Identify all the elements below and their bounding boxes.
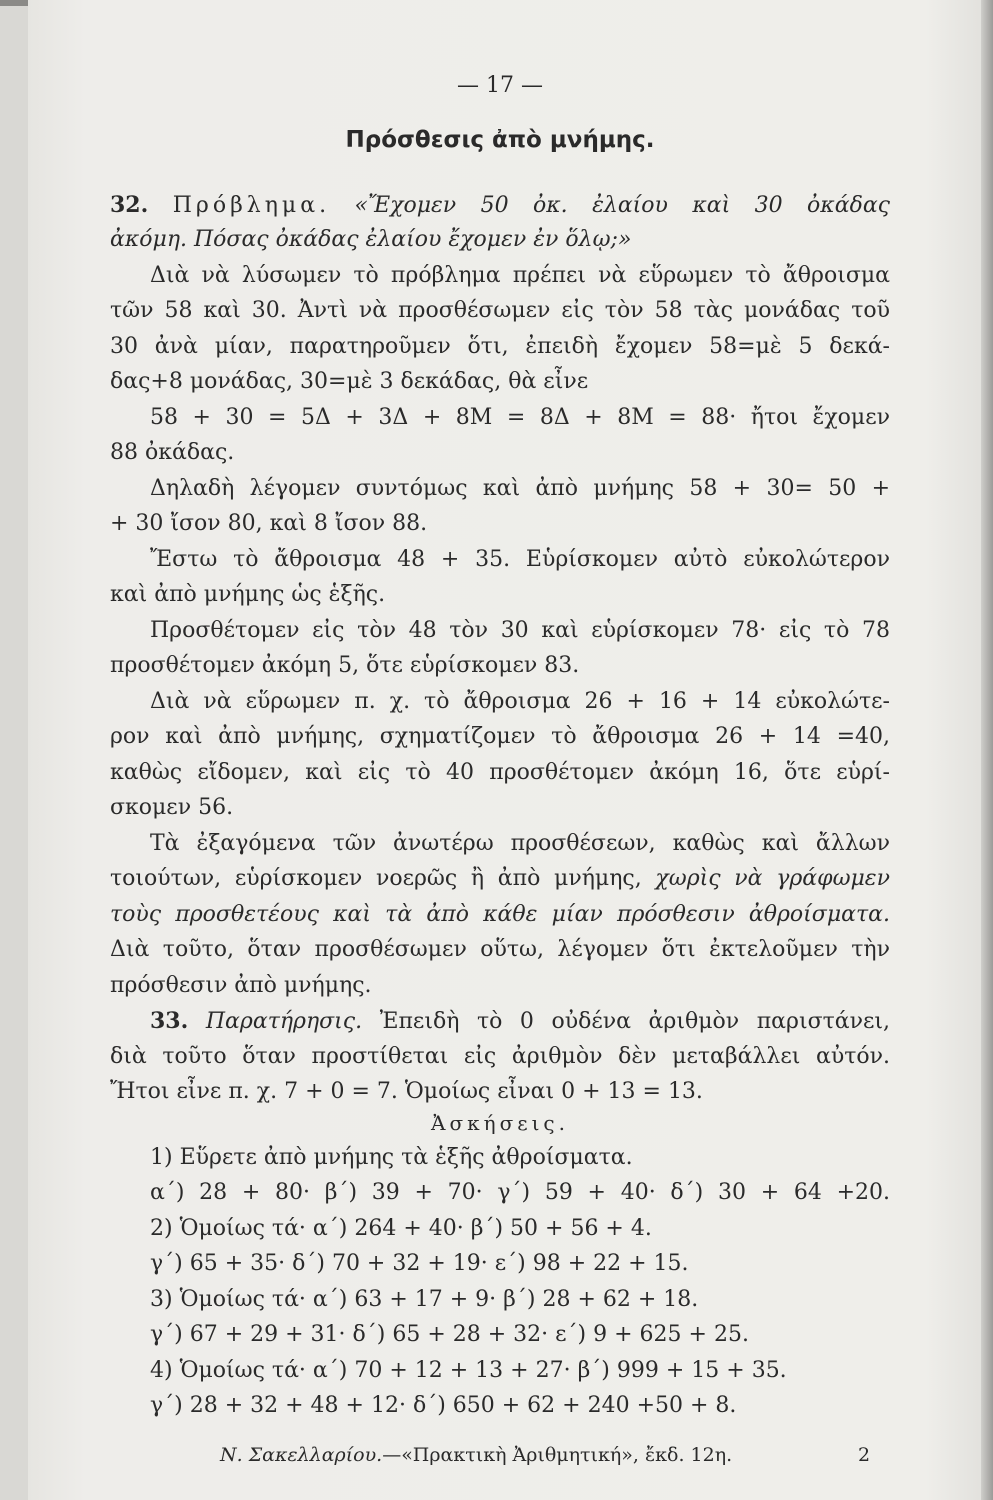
problem-32-line-11: Ἔστω τὸ ἄθροισμα 48 + 35. Εὑρίσκομεν αὐτὸ εὐκολώτερον: [150, 547, 890, 572]
line-20-italic: χωρὶς νὰ γράφωμεν: [655, 866, 890, 891]
problem-32-line-6: δας+8 μονάδας, 30=μὲ 3 δεκάδας, θὰ εἶνε: [110, 369, 589, 394]
exercise-line: γ΄) 65 + 35· δ΄) 70 + 32 + 19· ε΄) 98 + 22 + 15.: [150, 1251, 689, 1276]
exercises-title: Ἀσκήσεις.: [431, 1111, 569, 1135]
problem-32-line-12: καὶ ἀπὸ μνήμης ὡς ἑξῆς.: [110, 582, 386, 607]
problem-32-line-4: τῶν 58 καὶ 30. Ἀντὶ νὰ προσθέσωμεν εἰς τὸν 58 τὰς μονάδας τοῦ: [110, 298, 890, 323]
remark-label: Παρατήρησις.: [205, 1009, 363, 1034]
remark-33-line-3: Ἤτοι εἶνε π. χ. 7 + 0 = 7. Ὁμοίως εἶναι 0 + 13 = 13.: [110, 1079, 703, 1104]
book-page: [28, 0, 983, 1500]
section-number-32: 32.: [110, 192, 149, 218]
problem-32-line-8: 88 ὀκάδας.: [110, 440, 235, 465]
footer-author: Ν. Σακελλαρίου.: [220, 1444, 383, 1466]
problem-32-line-5: 30 ἀνὰ μίαν, παρατηροῦμεν ὅτι, ἐπειδὴ ἔχομεν 58=μὲ 5 δεκά-: [110, 334, 890, 359]
problem-label: Πρόβλημα.: [172, 193, 331, 218]
problem-32-line-3: Διὰ νὰ λύσωμεν τὸ πρόβλημα πρέπει νὰ εὕρωμεν τὸ ἄθροισμα: [150, 263, 890, 288]
problem-32-line-23: πρόσθεσιν ἀπὸ μνήμης.: [110, 973, 372, 998]
problem-32-line-20: [110, 864, 890, 894]
problem-32-line-18: σκομεν 56.: [110, 795, 234, 820]
exercise-line: γ΄) 67 + 29 + 31· δ΄) 65 + 28 + 32· ε΄) 9 + 625 + 25.: [150, 1322, 749, 1347]
exercise-line: α΄) 28 + 80· β΄) 39 + 70· γ΄) 59 + 40· δ΄) 30 + 64 +20.: [150, 1180, 890, 1205]
problem-32-line-14: προσθέτομεν ἀκόμη 5, ὅτε εὑρίσκομεν 83.: [110, 653, 580, 678]
exercise-line: 4) Ὁμοίως τά· α΄) 70 + 12 + 13 + 27· β΄) 999 + 15 + 35.: [150, 1358, 787, 1383]
problem-32-line-19: Τὰ ἐξαγόμενα τῶν ἀνωτέρω προσθέσεων, καθὼς καὶ ἄλλων: [150, 831, 890, 856]
problem-32-line-21: τοὺς προσθετέους καὶ τὰ ἀπὸ κάθε μίαν πρόσθεσιν ἀθροίσματα.: [110, 902, 890, 927]
problem-quote: «Ἔχομεν 50 ὀκ. ἐλαίου καὶ 30 ὀκάδας: [354, 193, 890, 218]
footer-imprint: [220, 1440, 732, 1470]
problem-32-line-15: Διὰ νὰ εὕρωμεν π. χ. τὸ ἄθροισμα 26 + 16 + 14 εὐκολώτε-: [150, 689, 890, 714]
exercise-line: 1) Εὕρετε ἀπὸ μνήμης τὰ ἑξῆς ἀθροίσματα.: [150, 1145, 633, 1170]
exercise-line: 3) Ὁμοίως τά· α΄) 63 + 17 + 9· β΄) 28 + 62 + 18.: [150, 1287, 699, 1312]
exercise-line: γ΄) 28 + 32 + 48 + 12· δ΄) 650 + 62 + 240 +50 + 8.: [150, 1393, 737, 1418]
problem-32-line-13: Προσθέτομεν εἰς τὸν 48 τὸν 30 καὶ εὑρίσκομεν 78· εἰς τὸ 78: [150, 618, 890, 643]
problem-32-line-17: καθὼς εἴδομεν, καὶ εἰς τὸ 40 προσθέτομεν ἀκόμη 16, ὅτε εὑρί-: [110, 760, 890, 785]
problem-32-line-9: Δηλαδὴ λέγομεν συντόμως καὶ ἀπὸ μνήμης 58 + 30= 50 +: [150, 476, 890, 501]
line-20-regular: τοιούτων, εὑρίσκομεν νοερῶς ἢ ἀπὸ μνήμης,: [110, 866, 642, 891]
problem-32-line-1: [110, 190, 890, 221]
page-number: — 17 —: [457, 73, 543, 98]
problem-32-line-10: + 30 ἴσον 80, καὶ 8 ἴσον 88.: [110, 511, 428, 536]
exercise-line: 2) Ὁμοίως τά· α΄) 264 + 40· β΄) 50 + 56 + 4.: [150, 1216, 652, 1241]
section-number-33: 33.: [150, 1008, 189, 1034]
remark-33-line-1: [110, 1006, 890, 1037]
remark-33-line-2: διὰ τοῦτο ὅταν προστίθεται εἰς ἀριθμὸν δὲν μεταβάλλει αὐτόν.: [110, 1044, 890, 1069]
section-title: Πρόσθεσις ἀπὸ μνήμης.: [345, 127, 655, 153]
footer-book: —«Πρακτικὴ Ἀριθμητική», ἔκδ. 12η.: [382, 1444, 733, 1466]
page-right-edge: [981, 0, 993, 1500]
printer-signature: 2: [858, 1444, 871, 1466]
problem-32-line-22: Διὰ τοῦτο, ὅταν προσθέσωμεν οὕτω, λέγομεν ὅτι ἐκτελοῦμεν τὴν: [110, 937, 890, 962]
problem-32-line-16: ρον καὶ ἀπὸ μνήμης, σχηματίζομεν τὸ ἄθροισμα 26 + 14 =40,: [110, 724, 890, 749]
remark-text: Ἐπειδὴ τὸ 0 οὐδένα ἀριθμὸν παριστάνει,: [379, 1009, 891, 1034]
problem-32-line-2: ἀκόμη. Πόσας ὀκάδας ἐλαίου ἔχομεν ἐν ὅλῳ;»: [110, 227, 632, 252]
problem-32-line-7: 58 + 30 = 5Δ + 3Δ + 8Μ = 8Δ + 8Μ = 88· ἤτοι ἔχομεν: [150, 405, 890, 430]
